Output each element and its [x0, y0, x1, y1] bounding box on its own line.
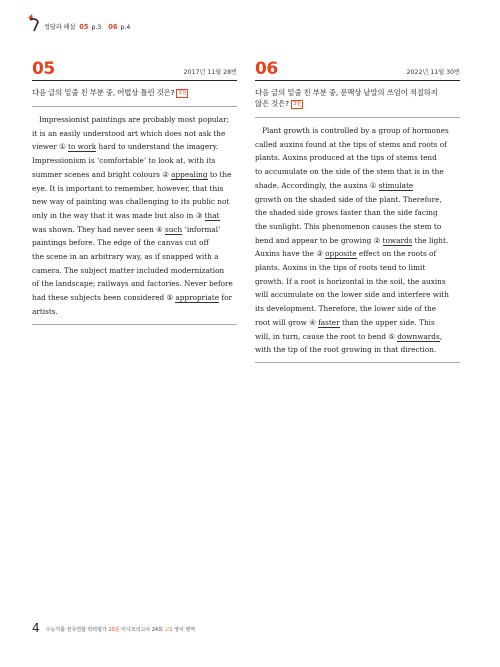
- question-05-passage-line: paintings before. The edge of the canvas cut off: [32, 238, 209, 248]
- question-06-passage-line: shade. Accordingly, the auxins ① stimulate: [255, 180, 414, 190]
- question-06-passage-underlined-choice: downwards: [397, 331, 440, 341]
- question-05-passage-line: Impressionist paintings are probably most popular;: [32, 115, 230, 124]
- book-logo-icon: [26, 12, 40, 32]
- question-06-passage-underlined-choice: stimulate: [378, 180, 414, 190]
- question-05-rule: [32, 80, 237, 81]
- question-05-passage-underlined-choice: such: [164, 224, 183, 234]
- question-06-passage-underlined-choice: towards: [382, 235, 413, 245]
- question-06-passage-line: the shaded side grows faster than the side facing: [255, 208, 438, 218]
- question-06-passage-line: to accumulate on the side of the stem that is in the: [255, 167, 444, 177]
- question-05-passage-line: Impressionism is ‘comfortable’ to look at, with its: [32, 156, 216, 166]
- question-06-header: [255, 56, 460, 78]
- question-05-header: [32, 56, 237, 78]
- question-06-passage-line: with the tip of the root growing in that direction.: [255, 345, 437, 355]
- question-05-passage-line: was shown. They had never seen ④ such ‘informal’: [32, 224, 221, 234]
- question-06-score-badge: 3점: [291, 100, 303, 109]
- footer-title-minutes: 20분: [108, 627, 120, 633]
- header-ref-06-number: 06: [108, 23, 118, 31]
- question-05-passage-underlined-choice: to work: [68, 142, 97, 152]
- header-label: 정답과 해설: [44, 24, 76, 31]
- question-05-source-date: 2017년 11월 28번: [183, 69, 237, 76]
- question-06-passage-text: [255, 124, 460, 357]
- question-05-passage-line: camera. The subject matter included modernization: [32, 265, 225, 275]
- header-ref-06: [108, 23, 130, 31]
- question-06-passage-line: bend and appear to be growing ② towards the light.: [255, 235, 449, 245]
- header-ref-05-number: 05: [79, 23, 89, 31]
- question-06-source-date: 2022년 11월 30번: [406, 69, 460, 76]
- question-05: [32, 56, 237, 325]
- header-ref-05-page: p.3: [91, 24, 102, 31]
- header-ref-05: [79, 23, 101, 31]
- question-06-passage-line: plants. Auxins in the tips of roots tend to limit: [255, 263, 426, 273]
- question-06-passage-line: will, in turn, cause the root to bend ⑤ downwards,: [255, 331, 443, 341]
- question-06: [255, 56, 460, 363]
- header-ref-06-page: p.4: [120, 24, 131, 31]
- question-05-passage-line: viewer ① to work hard to understand the imagery.: [32, 142, 219, 152]
- running-header: [26, 10, 130, 32]
- question-05-passage-line: eye. It is important to remember, however, that this: [32, 183, 224, 193]
- footer-title-a: 수능기출 전국연합 학력평가: [45, 627, 109, 633]
- question-06-passage-underlined-choice: opposite: [325, 249, 357, 259]
- footer-title-c: 영어 영역: [172, 627, 196, 633]
- question-05-passage-underlined-choice: that: [204, 210, 220, 220]
- question-05-passage-line: it is an easily understood art which does not ask the: [32, 128, 226, 138]
- question-05-passage-line: new way of painting was challenging to its public not: [32, 197, 230, 207]
- footer-title-b: 미니모의고사 24회: [119, 627, 165, 633]
- question-05-passage: [32, 106, 237, 325]
- question-06-prompt-line2: 않은 것은?: [255, 99, 289, 108]
- question-05-score-badge: 3점: [176, 89, 188, 98]
- question-06-passage-line: Auxins have the ③ opposite effect on the roots of: [255, 249, 437, 259]
- question-05-passage-underlined-choice: appropriate: [175, 293, 220, 303]
- question-05-passage-text: [32, 113, 237, 319]
- question-05-number: 05: [32, 59, 55, 79]
- question-06-rule: [255, 80, 460, 81]
- question-06-prompt-line1: 다음 글의 밑줄 친 부분 중, 문맥상 낱말의 쓰임이 적절하지: [255, 88, 438, 97]
- page-number: 4: [32, 621, 40, 635]
- question-05-prompt: [32, 87, 237, 98]
- question-06-passage-line: its development. Therefore, the lower side of the: [255, 304, 437, 314]
- question-06-prompt: [255, 87, 460, 109]
- question-05-passage-line: the scene in an arbitrary way, as if snapped with a: [32, 252, 219, 262]
- question-05-passage-line: artists.: [32, 306, 58, 316]
- footer-title-grade: 고1: [164, 627, 173, 633]
- question-06-passage-line: called auxins found at the tips of stems and roots of: [255, 139, 447, 149]
- footer-title: [46, 626, 195, 633]
- question-05-passage-line: had these subjects been considered ⑤ appropriate for: [32, 293, 232, 303]
- question-06-passage-line: Plant growth is controlled by a group of hormones: [255, 126, 449, 135]
- question-05-prompt-text: 다음 글의 밑줄 친 부분 중, 어법상 틀린 것은?: [32, 88, 175, 97]
- question-06-passage-line: root will grow ④ faster than the upper side. This: [255, 317, 435, 327]
- question-05-passage-line: summer scenes and bright colours ② appealing to the: [32, 169, 232, 179]
- question-06-passage-line: plants. Auxins produced at the tips of stems tend: [255, 153, 437, 163]
- question-05-passage-underlined-choice: appealing: [171, 169, 208, 179]
- question-05-passage-line: only in the way that it was made but also in ③ that: [32, 210, 220, 220]
- question-06-passage: [255, 117, 460, 363]
- question-06-passage-underlined-choice: faster: [318, 317, 340, 327]
- question-06-passage-line: will accumulate on the lower side and interfere with: [255, 290, 449, 300]
- question-06-passage-line: growth on the shaded side of the plant. Therefore,: [255, 194, 442, 204]
- page-footer: [32, 622, 195, 634]
- question-06-passage-line: the sunlight. This phenomenon causes the stem to: [255, 221, 442, 231]
- question-06-number: 06: [255, 59, 278, 79]
- question-05-passage-line: of the landscape; railways and factories. Never before: [32, 279, 233, 289]
- question-06-passage-line: growth. If a root is horizontal in the soil, the auxins: [255, 276, 446, 286]
